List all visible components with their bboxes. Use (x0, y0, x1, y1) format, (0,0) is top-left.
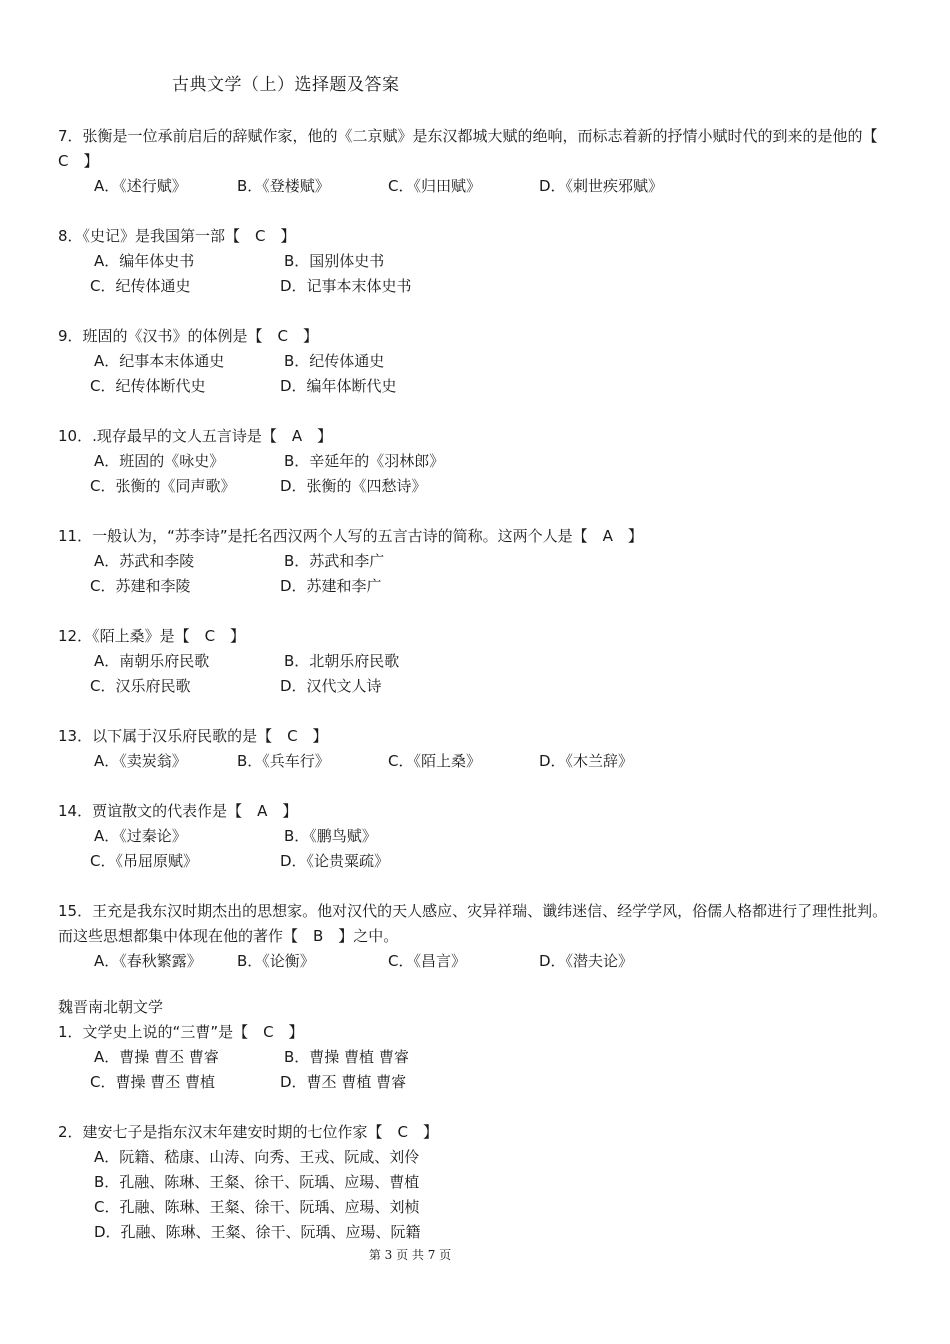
question-block (58, 1020, 898, 1095)
question-list (58, 124, 898, 1270)
option-item: A．苏武和李陵 (94, 552, 195, 570)
question-stem: 9．班固的《汉书》的体例是【 C 】 (58, 327, 319, 345)
option-row (94, 1220, 898, 1245)
options (90, 549, 898, 599)
option-item: D．记事本末体史书 (280, 277, 412, 295)
option-row (94, 1145, 898, 1170)
options (94, 949, 898, 974)
options (94, 749, 898, 774)
option-item: B．苏武和李广 (284, 552, 385, 570)
option-row (94, 1170, 898, 1195)
option-item: A．《春秋繁露》 (94, 952, 202, 970)
option-row (94, 349, 898, 374)
option-row (94, 649, 898, 674)
question-block (58, 324, 898, 399)
question-stem: 7．张衡是一位承前启后的辞赋作家，他的《二京赋》是东汉都城大赋的绝响，而标志着新的抒情小赋时代的到来的是他的【 C 】 (58, 127, 893, 170)
option-item: B．纪传体通史 (284, 352, 385, 370)
option-row (94, 1045, 898, 1070)
option-item: B．辛延年的《羽林郎》 (284, 452, 445, 470)
option-item: B．《鹏鸟赋》 (284, 827, 377, 845)
option-row (90, 849, 898, 874)
option-item: A．南朝乐府民歌 (94, 652, 210, 670)
option-row (90, 574, 898, 599)
option-item: D．《木兰辞》 (539, 752, 634, 770)
question-block (58, 799, 898, 874)
option-item: B．《兵车行》 (237, 752, 330, 770)
option-item: D．编年体断代史 (280, 377, 397, 395)
option-item: D．张衡的《四愁诗》 (280, 477, 427, 495)
options (90, 649, 898, 699)
options (90, 1045, 898, 1095)
weijin-questions (58, 1020, 898, 1245)
option-item: C．汉乐府民歌 (90, 677, 191, 695)
option-item: C．曹操 曹丕 曹植 (90, 1073, 216, 1091)
option-item: A．阮籍、嵇康、山涛、向秀、王戎、阮咸、刘伶 (94, 1148, 420, 1166)
han-questions (58, 124, 898, 974)
question-block (58, 624, 898, 699)
options (90, 449, 898, 499)
options (94, 1145, 898, 1245)
option-row (94, 249, 898, 274)
option-item: A．《述行赋》 (94, 177, 187, 195)
option-row (90, 274, 898, 299)
option-row (94, 749, 898, 774)
question-stem: 8．《史记》是我国第一部【 C 】 (58, 227, 296, 245)
option-item: C．《昌言》 (388, 952, 466, 970)
option-item: B．北朝乐府民歌 (284, 652, 400, 670)
question-stem: 10．.现存最早的文人五言诗是【 A 】 (58, 427, 333, 445)
question-stem: 1．文学史上说的“三曹”是【 C 】 (58, 1023, 304, 1041)
option-item: A．曹操 曹丕 曹睿 (94, 1048, 219, 1066)
option-row (94, 949, 898, 974)
option-item: D．《刺世疾邪赋》 (539, 177, 664, 195)
option-row (94, 1195, 898, 1220)
option-item: C．纪传体通史 (90, 277, 191, 295)
question-block (58, 224, 898, 299)
option-item: A．编年体史书 (94, 252, 195, 270)
option-item: D．汉代文人诗 (280, 677, 382, 695)
question-stem: 13．以下属于汉乐府民歌的是【 C 】 (58, 727, 328, 745)
option-item: D．《论贵粟疏》 (280, 852, 390, 870)
option-item: D．曹丕 曹植 曹睿 (280, 1073, 407, 1091)
options (90, 349, 898, 399)
question-block (58, 1120, 898, 1245)
question-stem: 11．一般认为，“苏李诗”是托名西汉两个人写的五言古诗的简称。这两个人是【 A 】 (58, 527, 643, 545)
options (90, 249, 898, 299)
option-row (90, 374, 898, 399)
option-item: A．纪事本末体通史 (94, 352, 225, 370)
option-item: B．孔融、陈琳、王粲、徐干、阮瑀、应瑒、曹植 (94, 1173, 420, 1191)
option-item: D．苏建和李广 (280, 577, 382, 595)
question-stem: 2．建安七子是指东汉末年建安时期的七位作家【 C 】 (58, 1123, 439, 1141)
option-item: C．张衡的《同声歌》 (90, 477, 236, 495)
option-row (94, 549, 898, 574)
option-row (94, 824, 898, 849)
options (94, 174, 898, 199)
options (90, 824, 898, 874)
option-item: A．《卖炭翁》 (94, 752, 187, 770)
option-item: C．《陌上桑》 (388, 752, 481, 770)
option-row (94, 174, 898, 199)
question-block (58, 899, 898, 974)
page-title: 古典文学（上）选择题及答案 (172, 75, 400, 95)
question-block (58, 124, 898, 199)
option-row (94, 449, 898, 474)
question-stem: 14．贾谊散文的代表作是【 A 】 (58, 802, 298, 820)
option-row (90, 674, 898, 699)
option-item: D．孔融、陈琳、王粲、徐干、阮瑀、应瑒、阮籍 (94, 1223, 421, 1241)
option-item: C．《归田赋》 (388, 177, 481, 195)
option-item: C．苏建和李陵 (90, 577, 191, 595)
question-block (58, 424, 898, 499)
option-row (90, 1070, 898, 1095)
option-item: C．纪传体断代史 (90, 377, 206, 395)
option-item: D．《潜夫论》 (539, 952, 634, 970)
option-row (90, 474, 898, 499)
question-stem: 15．王充是我东汉时期杰出的思想家。他对汉代的天人感应、灾异祥瑞、谶纬迷信、经学学风，俗儒人格都进行了理性批判。而这些思想都集中体现在他的著作【 B 】之中。 (58, 902, 888, 945)
option-item: C．《吊屈原赋》 (90, 852, 198, 870)
section-title: 魏晋南北朝文学 (58, 998, 164, 1016)
question-stem: 12．《陌上桑》是【 C 】 (58, 627, 246, 645)
option-item: A．班固的《咏史》 (94, 452, 225, 470)
option-item: B．《登楼赋》 (237, 177, 330, 195)
option-item: B．《论衡》 (237, 952, 315, 970)
page-footer: 第 3 页 共 7 页 (368, 1248, 452, 1262)
option-item: B．国别体史书 (284, 252, 385, 270)
option-item: C．孔融、陈琳、王粲、徐干、阮瑀、应瑒、刘桢 (94, 1198, 420, 1216)
option-item: B．曹操 曹植 曹睿 (284, 1048, 409, 1066)
option-item: A．《过秦论》 (94, 827, 187, 845)
question-block (58, 724, 898, 774)
question-block (58, 524, 898, 599)
